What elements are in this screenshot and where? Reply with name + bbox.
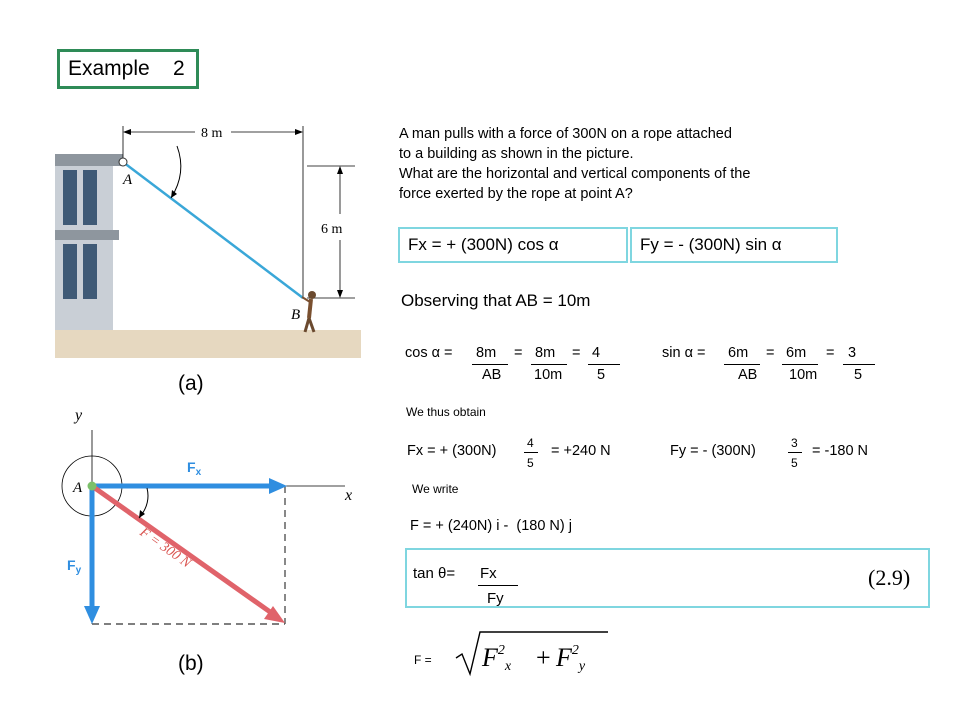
- example-title: Example 2: [57, 49, 199, 89]
- tan-num: Fx: [480, 565, 497, 582]
- y-axis-label: y: [75, 407, 83, 424]
- problem-line-4: force exerted by the rope at point A?: [399, 186, 633, 202]
- point-a-dot: [88, 482, 97, 491]
- problem-statement: [399, 124, 869, 204]
- sin-num-2: 6m: [786, 345, 807, 361]
- f-x-term: $F^2_x$: [482, 643, 512, 674]
- fx-result-lead: Fx = + (300N): [407, 443, 497, 459]
- man-figure: [302, 291, 316, 332]
- anchor-point-a: [119, 158, 127, 166]
- fx-result-den: 5: [527, 456, 534, 470]
- figure-a: [55, 118, 365, 358]
- f-magnitude-formula: [452, 628, 612, 678]
- figure-b: [55, 400, 365, 645]
- cos-frac-line-1: [472, 364, 508, 365]
- tan-lead: tan θ=: [413, 565, 456, 582]
- sin-eq-1: =: [766, 345, 775, 361]
- cos-lead: cos α =: [405, 345, 453, 361]
- fy-result-tail: = -180 N: [812, 443, 869, 459]
- fy-result-lead: Fy = - (300N): [670, 443, 756, 459]
- sin-lead: sin α =: [662, 345, 706, 361]
- f-y-term: $F^2_y$: [556, 643, 586, 674]
- rope-line: [123, 162, 303, 298]
- f-magnitude-lead: F =: [414, 653, 432, 667]
- fx-result-num: 4: [527, 436, 534, 450]
- fy-equation-box: Fy = - (300N) sin α: [630, 227, 838, 263]
- point-a-label: A: [123, 172, 133, 188]
- fx-label: $F_x$: [187, 459, 202, 478]
- force-label: F = 300 N: [136, 525, 194, 572]
- fy-result-den: 5: [791, 456, 798, 470]
- cos-den-1: AB: [482, 367, 502, 383]
- tan-frac-line: [478, 585, 518, 586]
- sin-frac-line-3: [843, 364, 875, 365]
- point-a-label-b: A: [73, 480, 83, 496]
- cos-num-1: 8m: [476, 345, 497, 361]
- sin-num-3: 3: [848, 345, 857, 361]
- sin-den-1: AB: [738, 367, 758, 383]
- dim-label-6m: 6 m: [321, 222, 343, 237]
- caption-b: (b): [178, 652, 204, 675]
- problem-line-3: What are the horizontal and vertical components of the: [399, 166, 751, 182]
- fy-result-num: 3: [791, 436, 798, 450]
- tan-den: Fy: [487, 590, 504, 607]
- angle-arc: [171, 146, 181, 198]
- sin-frac-line-2: [782, 364, 818, 365]
- plus-sign: +: [536, 643, 551, 672]
- caption-a: (a): [178, 372, 204, 395]
- force-vector: [92, 486, 273, 614]
- building: [55, 154, 123, 330]
- observing-text: Observing that AB = 10m: [401, 291, 591, 310]
- fy-result-frac-line: [788, 452, 802, 453]
- cos-eq-1: =: [514, 345, 523, 361]
- equation-number: (2.9): [868, 565, 911, 590]
- sin-den-2: 10m: [789, 367, 818, 383]
- sin-den-3: 5: [854, 367, 863, 383]
- we-write-text: We write: [412, 482, 459, 496]
- fx-result-tail: = +240 N: [551, 443, 611, 459]
- cos-frac-line-3: [588, 364, 620, 365]
- sin-eq-2: =: [826, 345, 835, 361]
- fy-label: $F_y$: [67, 557, 82, 576]
- x-axis-label: x: [345, 487, 353, 504]
- cos-eq-2: =: [572, 345, 581, 361]
- cos-num-2: 8m: [535, 345, 556, 361]
- cos-num-3: 4: [592, 345, 601, 361]
- cos-den-3: 5: [597, 367, 606, 383]
- fx-result-frac-line: [524, 452, 538, 453]
- ground: [55, 330, 361, 358]
- sin-num-1: 6m: [728, 345, 749, 361]
- cos-den-2: 10m: [534, 367, 563, 383]
- dim-label-8m: 8 m: [201, 126, 223, 141]
- thus-text: We thus obtain: [406, 405, 486, 419]
- cos-frac-line-2: [531, 364, 567, 365]
- problem-line-1: A man pulls with a force of 300N on a rope attached: [399, 126, 732, 142]
- sqrt-sign: [456, 632, 608, 674]
- point-b-label: B: [291, 307, 301, 323]
- fx-equation-box: Fx = + (300N) cos α: [398, 227, 628, 263]
- problem-line-2: to a building as shown in the picture.: [399, 146, 634, 162]
- sin-frac-line-1: [724, 364, 760, 365]
- vector-equation: F = + (240N) i - (180 N) j: [410, 518, 572, 534]
